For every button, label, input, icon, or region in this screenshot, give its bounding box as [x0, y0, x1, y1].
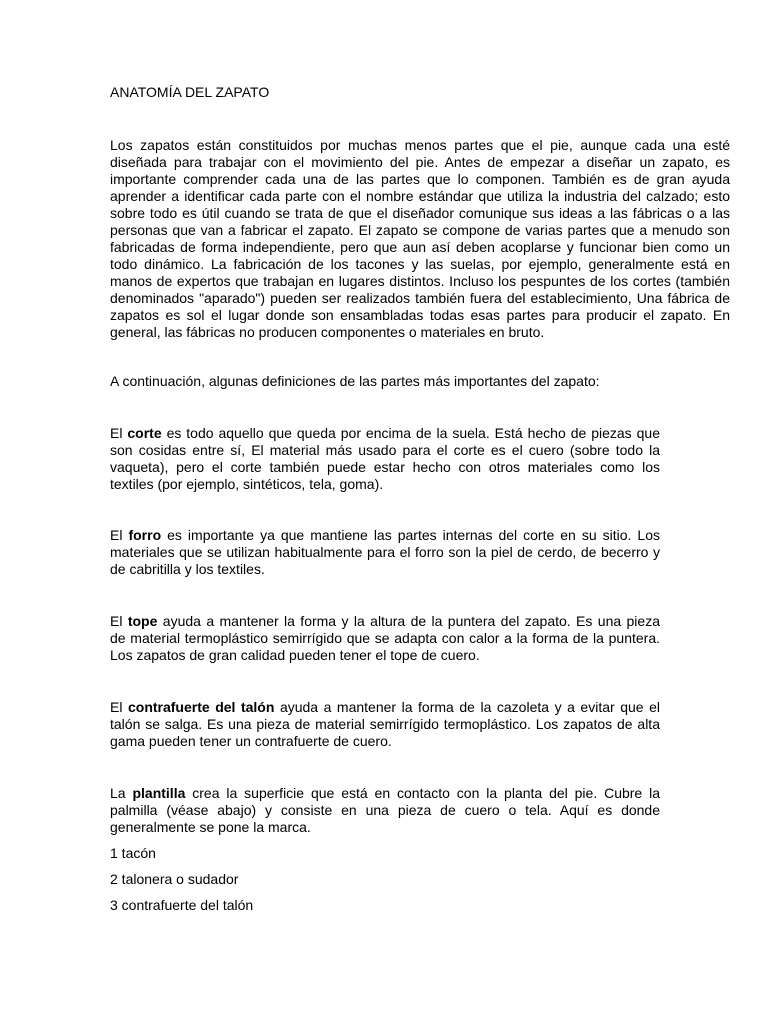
term-description: es todo aquello que queda por encima de la suela. Está hecho de piezas que: [161, 425, 660, 441]
text-line: gama pueden tener un contrafuerte de cuero.: [110, 733, 392, 749]
term-description: ayuda a mantener la forma y la altura de la puntera del zapato. Es una pieza: [157, 613, 660, 629]
term-article: El: [110, 613, 128, 629]
term-article: El: [110, 425, 128, 441]
list-item: 3 contrafuerte del talón: [110, 897, 254, 913]
term-description: ayuda a mantener la forma de la cazoleta y a evitar que el: [274, 699, 660, 715]
text-line: son cosidas entre sí, El material más usado para el corte es el cuero (sobre todo la: [110, 442, 660, 458]
text-line: [110, 699, 660, 716]
text-line: vaqueta), pero el corte también puede estar hecho con otros materiales como los: [110, 459, 660, 475]
text-line: manos de expertos que trabajan en lugares distintos. Incluso los pespuntes de los cortes (también: [110, 273, 730, 289]
lead-paragraph: A continuación, algunas definiciones de las partes más importantes del zapato:: [110, 373, 600, 389]
text-line: [110, 613, 660, 630]
term-bold: corte: [127, 425, 162, 441]
text-line: personas que van a fabricar el zapato. El zapato se compone de varias partes que a menudo son: [110, 222, 730, 238]
text-line: importante comprender cada una de las partes que lo componen. También es de gran ayuda: [110, 171, 730, 187]
text-line: Los zapatos de gran calidad pueden tener el tope de cuero.: [110, 647, 480, 663]
text-line: palmilla (véase abajo) y consiste en una pieza de cuero o tela. Aquí es donde: [110, 802, 660, 818]
text-line: diseñada para trabajar con el movimiento del pie. Antes de empezar a diseñar un zapato, es: [110, 154, 730, 170]
text-line: Los zapatos están constituidos por muchas menos partes que el pie, aunque cada una esté: [110, 137, 730, 153]
text-line: de material termoplástico semirrígido que se adapta con calor a la forma de la puntera.: [110, 630, 660, 646]
text-line: talón se salga. Es una pieza de material semirrígido termoplástico. Los zapatos de alta: [110, 716, 660, 732]
term-article: La: [110, 785, 133, 801]
text-line: [110, 527, 660, 544]
term-article: El: [110, 527, 129, 543]
text-line: sobre todo es útil cuando se trata de que el diseñador comunique sus ideas a las fábricas o a las: [110, 205, 730, 221]
text-line: zapatos es sol el lugar donde son ensambladas todas esas partes para producir el zapato. En: [110, 307, 730, 323]
text-line: fabricadas de forma independiente, pero que aun así deben acoplarse y funcionar bien como un: [110, 239, 730, 255]
text-line: todo dinámico. La fabricación de los tacones y las suelas, por ejemplo, generalmente está en: [110, 256, 730, 272]
term-description: es importante ya que mantiene las partes internas del corte en su sitio. Los: [161, 527, 660, 543]
definition-corte: [110, 425, 660, 493]
text-line: denominados "aparado") pueden ser realizados también fuera del establecimiento, Una fábrica de: [110, 290, 730, 306]
text-line: generalmente se pone la marca.: [110, 819, 311, 835]
text-line: aprender a identificar cada parte con el nombre estándar que utiliza la industria del calzado; esto: [110, 188, 730, 204]
intro-paragraph: [110, 137, 730, 341]
term-bold: tope: [127, 613, 158, 629]
text-line: [110, 785, 660, 802]
term-article: El: [110, 699, 128, 715]
term-bold: plantilla: [132, 785, 186, 801]
text-line: [110, 425, 660, 442]
term-bold: contrafuerte del talón: [127, 699, 275, 715]
text-line: textiles (por ejemplo, sintéticos, tela, goma).: [110, 476, 384, 492]
text-line: de cabritilla y los textiles.: [110, 561, 265, 577]
definition-contrafuerte: [110, 699, 660, 750]
definition-plantilla: [110, 785, 660, 836]
text-line: general, las fábricas no producen componentes o materiales en bruto.: [110, 324, 545, 340]
document-title: ANATOMÍA DEL ZAPATO: [110, 84, 270, 100]
list-item: 1 tacón: [110, 845, 156, 861]
term-description: crea la superficie que está en contacto con la planta del pie. Cubre la: [185, 785, 661, 801]
term-bold: forro: [128, 527, 162, 543]
definition-forro: [110, 527, 660, 578]
definition-tope: [110, 613, 660, 664]
text-line: materiales que se utilizan habitualmente para el forro son la piel de cerdo, de becerro y: [110, 544, 660, 560]
list-item: 2 talonera o sudador: [110, 871, 239, 887]
